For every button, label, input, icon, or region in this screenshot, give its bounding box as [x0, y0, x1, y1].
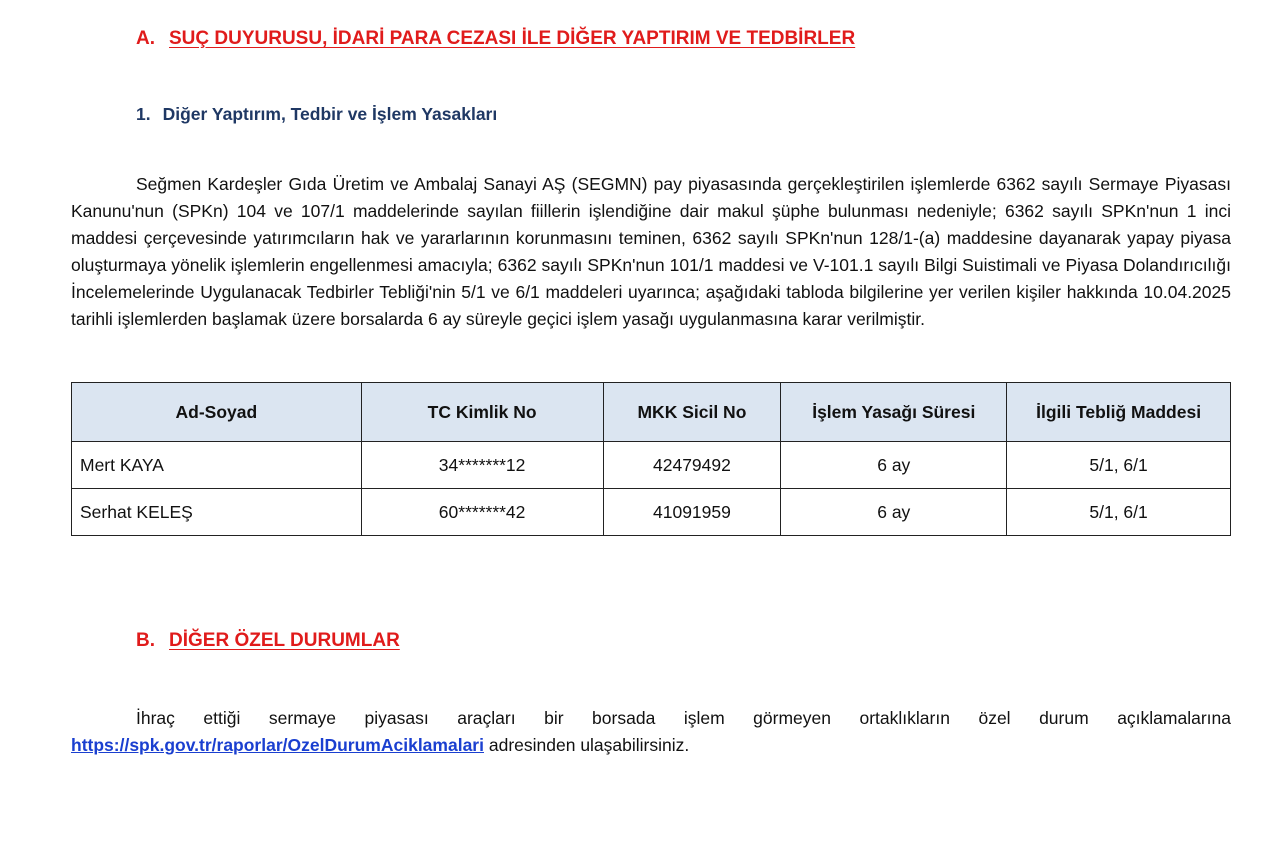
table-row — [72, 442, 1231, 489]
section-b-heading — [136, 630, 400, 652]
paragraph-ban-decision: Seğmen Kardeşler Gıda Üretim ve Ambalaj Sanayi AŞ (SEGMN) pay piyasasında gerçekleştirilen işlemlerde 6362 sayılı Sermaye Piyasası Kanunu'nun (SPKn) 104 ve 107/1 maddelerinde sayılan fiillerin işlendiğine dair makul şüphe bulunması nedeniyle; 6362 sayılı SPKn'nun 1 inci maddesi çerçevesinde yatırımcıların hak ve yararlarının korunmasını teminen, 6362 sayılı SPKn'nun 128/1-(a) maddesine dayanarak yapay piyasa oluşturmaya yönelik işlemlerin engellenmesi amacıyla; 6362 sayılı SPKn'nun 101/1 maddesi ve V-101.1 sayılı Bilgi Suistimali ve Piyasa Dolandırıcılığı İncelemelerinde Uygulanacak Tedbirler Tebliği'nin 5/1 ve 6/1 maddeleri uyarınca; aşağıdaki tabloda bilgilerine yer verilen kişiler hakkında 10.04.2025 tarihli işlemlerden başlamak üzere borsalarda 6 ay süreyle geçici işlem yasağı uygulanmasına karar verilmiştir. — [71, 174, 1231, 329]
header-name: Ad-Soyad — [72, 383, 362, 442]
paragraph-2-text-after: adresinden ulaşabilirsiniz. — [488, 735, 690, 755]
cell-tc-no: 34*******12 — [361, 442, 603, 489]
header-tc-no: TC Kimlik No — [361, 383, 603, 442]
cell-mkk-no: 42479492 — [603, 442, 781, 489]
cell-article: 5/1, 6/1 — [1007, 489, 1231, 536]
section-a-letter: A. — [136, 28, 155, 49]
paragraph-2-text-before: İhraç ettiği sermaye piyasası araçları bir borsada işlem görmeyen ortaklıkların özel durum açıklamalarına — [136, 708, 1231, 728]
cell-name: Mert KAYA — [72, 442, 362, 489]
cell-ban-duration: 6 ay — [781, 442, 1007, 489]
header-article: İlgili Tebliğ Maddesi — [1007, 383, 1231, 442]
cell-name: Serhat KELEŞ — [72, 489, 362, 536]
header-ban-duration: İşlem Yasağı Süresi — [781, 383, 1007, 442]
subsection-1-title: Diğer Yaptırım, Tedbir ve İşlem Yasakları — [162, 104, 498, 124]
trading-ban-table — [71, 382, 1231, 536]
section-b-title: DİĞER ÖZEL DURUMLAR — [169, 630, 400, 651]
subsection-1-heading — [136, 104, 497, 125]
table-row — [72, 489, 1231, 536]
subsection-1-number: 1. — [136, 104, 151, 124]
table-header-row — [72, 383, 1231, 442]
section-b-letter: B. — [136, 630, 155, 651]
cell-article: 5/1, 6/1 — [1007, 442, 1231, 489]
special-disclosures-link[interactable]: https://spk.gov.tr/raporlar/OzelDurumAciklamalari — [71, 735, 484, 755]
cell-tc-no: 60*******42 — [361, 489, 603, 536]
cell-ban-duration: 6 ay — [781, 489, 1007, 536]
header-mkk-no: MKK Sicil No — [603, 383, 781, 442]
section-a-title: SUÇ DUYURUSU, İDARİ PARA CEZASI İLE DİĞER YAPTIRIM VE TEDBİRLER — [169, 28, 856, 49]
paragraph-special-disclosures — [71, 705, 1231, 759]
cell-mkk-no: 41091959 — [603, 489, 781, 536]
section-a-heading — [136, 28, 855, 50]
